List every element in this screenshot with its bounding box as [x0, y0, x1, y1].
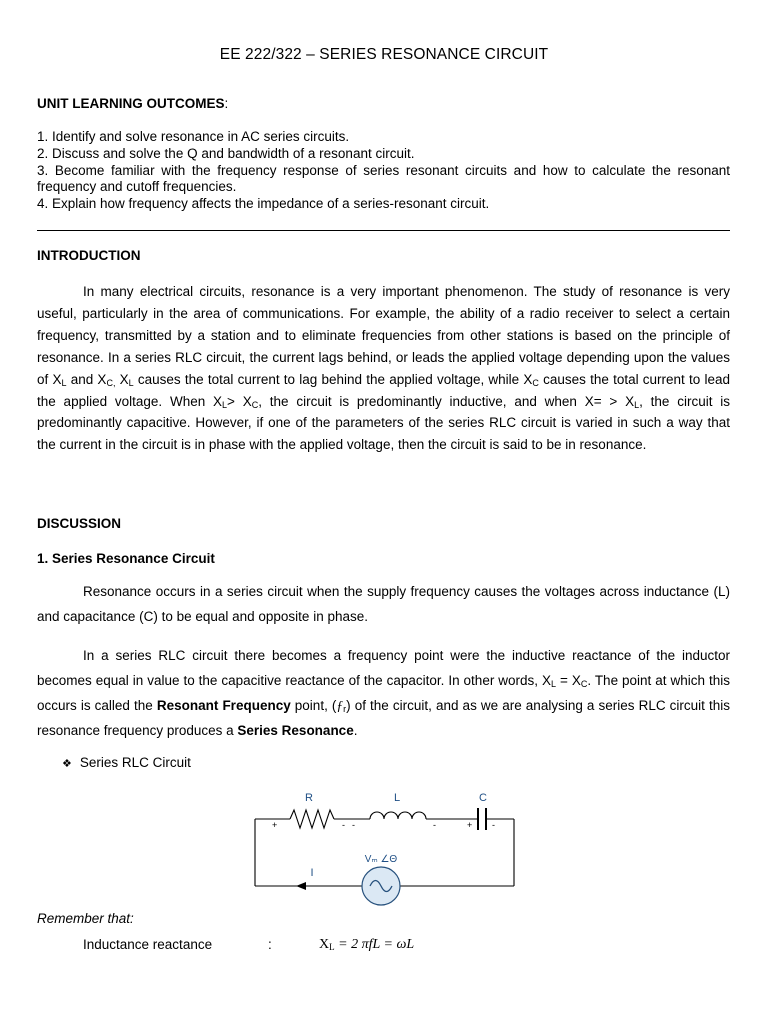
introduction-paragraph	[37, 281, 730, 456]
resistor-label: R	[305, 792, 313, 804]
diamond-bullet-icon: ❖	[62, 758, 72, 770]
subscript: r	[343, 704, 347, 714]
paragraph-text: .	[353, 723, 358, 738]
series-rlc-circuit-diagram	[250, 784, 520, 906]
polarity-minus: -	[433, 820, 436, 830]
intro-text: causes the total current to lead the applied voltage. When X	[37, 371, 730, 409]
page-title: EE 222/322 – SERIES RESONANCE CIRCUIT	[219, 46, 549, 63]
resistor-symbol	[290, 810, 334, 828]
formula-expression: = 2 πfL = ωL	[334, 937, 415, 952]
discussion-heading: DISCUSSION	[37, 516, 122, 531]
source-label: Vₘ ∠Θ	[364, 854, 398, 865]
polarity-minus: -	[342, 820, 345, 830]
inductive-reactance-formula	[319, 937, 414, 953]
subscript: C	[251, 399, 259, 410]
polarity-minus: -	[352, 820, 355, 830]
intro-text: In many electrical circuits, resonance is a very important phenomenon. The study of resonance is very useful, particularly in the area of communications. For example, the ability of a radio receiver to select a certain frequency, transmitted by a station and to eliminate frequencies from other stations is based on the principle of resonance. In a series RLC circuit, the current lags behind, or leads the applied voltage depending upon the values of X	[37, 284, 730, 387]
resonance-paragraph	[37, 579, 730, 629]
rlc-paragraph	[37, 643, 730, 743]
outcomes-heading	[37, 96, 228, 111]
bold-term: Resonant Frequency	[156, 698, 291, 713]
polarity-minus: -	[492, 820, 495, 830]
current-label: I	[310, 867, 314, 879]
intro-text: and X	[66, 371, 107, 387]
intro-text: causes the total current to lag behind the applied voltage, while X	[133, 371, 533, 387]
intro-text: , the circuit is predominantly capacitive. However, if one of the parameters of the series RLC circuit is varied in such a way that the current in the circuit is in phase with the applied voltage, then the circuit is said to be in resonance.	[37, 393, 730, 453]
introduction-heading: INTRODUCTION	[37, 248, 141, 263]
inductor-symbol	[370, 812, 426, 819]
paragraph-text: . The point at which this occurs is called the	[37, 673, 730, 713]
subscript: L	[551, 679, 557, 689]
outcome-item: 3. Become familiar with the frequency response of series resonant circuits and how to calculate the resonant frequency and cutoff frequencies.	[37, 162, 730, 195]
intro-text: , the circuit is predominantly inductive, and when X= > X	[258, 393, 635, 409]
ac-source-icon	[362, 867, 400, 905]
subscript: L	[634, 399, 640, 410]
subscript: C,	[106, 377, 116, 388]
outcomes-heading-colon: :	[224, 96, 229, 111]
subscript: L	[61, 377, 67, 388]
subscript: L	[128, 377, 134, 388]
outcome-item: 2. Discuss and solve the Q and bandwidth of a resonant circuit.	[37, 145, 415, 161]
formula-colon: :	[268, 937, 272, 952]
paragraph-text: Resonance occurs in a series circuit when the supply frequency causes the voltages across inductance (L) and capacitance (C) to be equal and opposite in phase.	[37, 584, 730, 624]
bullet-label: Series RLC Circuit	[79, 755, 191, 770]
intro-text: > X	[227, 393, 252, 409]
bold-term: Series Resonance	[237, 723, 354, 738]
paragraph-text: = X	[556, 673, 581, 688]
horizontal-divider	[37, 230, 730, 231]
section-1-heading: 1. Series Resonance Circuit	[37, 551, 215, 566]
subscript: L	[329, 942, 335, 952]
frequency-symbol: ƒ	[336, 698, 344, 713]
bullet-item	[62, 755, 191, 770]
polarity-plus: +	[272, 820, 278, 830]
formula-label: Inductance reactance	[83, 937, 213, 952]
outcome-item: 1. Identify and solve resonance in AC series circuits.	[37, 129, 350, 144]
subscript: C	[532, 377, 539, 388]
intro-text: X	[115, 371, 129, 387]
remember-label: Remember that:	[37, 911, 134, 926]
formula-symbol: X	[319, 937, 330, 952]
outcome-item: 4. Explain how frequency affects the impedance of a series-resonant circuit.	[37, 196, 490, 212]
paragraph-text: ) of the circuit, and as we are analysing a series RLC circuit this resonance frequency produces a	[37, 698, 730, 738]
paragraph-text: In a series RLC circuit there becomes a frequency point were the inductive reactance of the inductor becomes equal in value to the capacitive reactance of the capacitor. In other words, X	[37, 648, 730, 688]
current-arrow-icon	[296, 882, 306, 890]
polarity-plus: +	[467, 820, 473, 830]
inductor-label: L	[393, 792, 401, 804]
paragraph-text: point, (	[290, 698, 337, 713]
subscript: C	[580, 679, 588, 689]
outcomes-heading-text: UNIT LEARNING OUTCOMES	[37, 96, 225, 111]
capacitor-label: C	[479, 792, 487, 804]
outcomes-list	[37, 129, 730, 213]
subscript: L	[222, 399, 228, 410]
